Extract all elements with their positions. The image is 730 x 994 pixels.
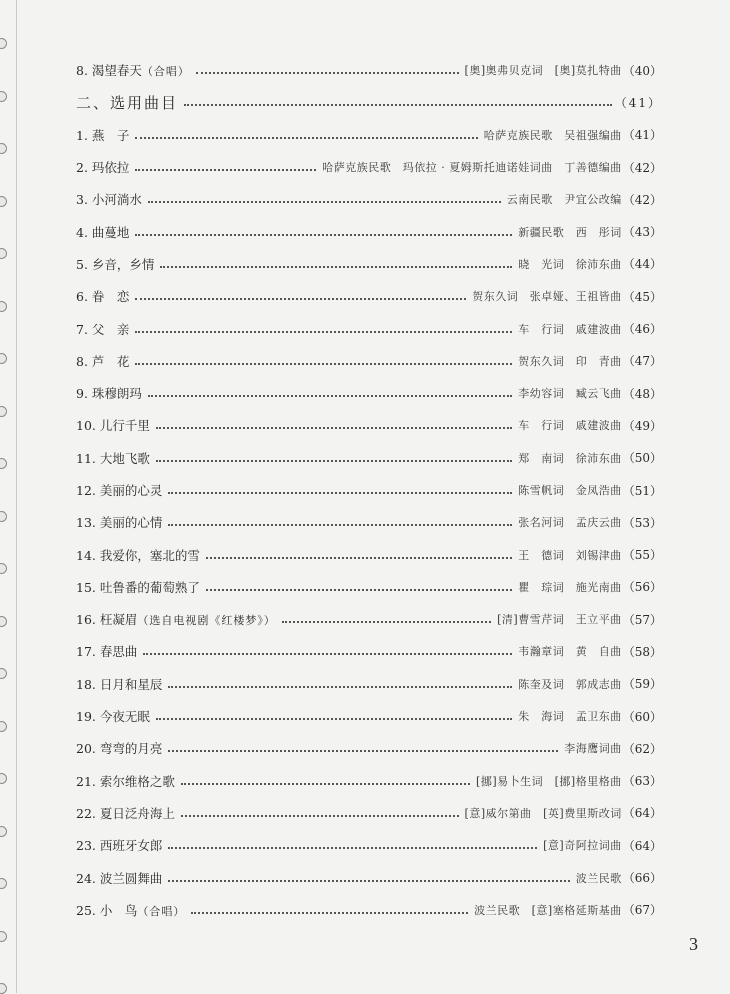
entry-page-number: （64）: [622, 838, 662, 853]
toc-entry: [76, 151, 662, 183]
dot-leader: [168, 686, 512, 688]
dot-leader: [168, 524, 512, 526]
entry-credit: 张名河词 孟庆云曲: [518, 516, 622, 530]
entry-title-text: 9. 珠穆朗玛: [76, 386, 142, 402]
entry-credit: 车 行词 戚建波曲: [518, 419, 622, 433]
entry-title: [76, 578, 204, 596]
toc-entry: [76, 668, 662, 700]
entry-page-number: （58）: [622, 644, 662, 659]
dot-leader: [156, 718, 512, 720]
page-binding-edge: [16, 0, 17, 993]
binding-hole: [0, 616, 7, 627]
entry-page-number: （49）: [622, 418, 662, 433]
entry-title: [76, 901, 189, 919]
dot-leader: [143, 653, 512, 655]
dot-leader: [168, 750, 558, 752]
entry-title: [76, 836, 166, 854]
binding-hole: [0, 353, 7, 364]
entry-title: [76, 320, 133, 338]
entry-title-text: 6. 眷 恋: [76, 289, 130, 305]
binding-hole: [0, 91, 7, 102]
binding-hole: [0, 196, 7, 207]
entry-credit: 陈奎及词 郭成志曲: [518, 677, 622, 691]
entry-page-number: （60）: [622, 709, 662, 724]
toc-entry: [76, 829, 662, 861]
toc-entry: [76, 765, 662, 797]
dot-leader: [196, 72, 459, 74]
entry-title-text: 12. 美丽的心灵: [76, 483, 163, 498]
entry-page-number: （51）: [622, 483, 662, 498]
binding-hole: [0, 721, 7, 732]
entry-title: [76, 610, 280, 628]
entry-title-note: （合唱）: [141, 65, 190, 79]
entry-page-number: （41）: [614, 95, 662, 110]
dot-leader: [148, 395, 512, 397]
entry-title: [76, 707, 154, 725]
entry-title-text: 20. 弯弯的月亮: [76, 741, 163, 757]
entry-title: [76, 92, 182, 113]
toc-entry: [76, 474, 662, 506]
entry-credit: 波兰民歌 [意]塞格延斯基曲: [474, 903, 622, 917]
entry-credit: [挪]易卜生词 [挪]格里格曲: [476, 774, 622, 788]
dot-leader: [206, 589, 512, 591]
entry-credit: 晓 光词 徐沛东曲: [518, 257, 622, 271]
entry-credit: 郑 南词 徐沛东曲: [518, 451, 622, 465]
binding-hole: [0, 248, 7, 259]
entry-title: [76, 190, 146, 208]
table-of-contents: [76, 54, 662, 926]
entry-title-text: 13. 美丽的心情: [76, 515, 163, 531]
entry-credit: 哈萨克族民歌 玛依拉 · 夏姆斯托迪诺娃词曲 丁善德编曲: [322, 161, 622, 175]
entry-title: [76, 481, 166, 499]
toc-entry: [76, 506, 662, 538]
entry-page-number: （55）: [622, 548, 662, 563]
dot-leader: [148, 201, 501, 203]
toc-entry: [76, 894, 662, 926]
entry-credit: [奥]奥弗贝克词 [奥]莫扎特曲: [464, 64, 622, 78]
toc-entry: [76, 442, 662, 474]
entry-title: [76, 675, 166, 693]
entry-page-number: （48）: [622, 386, 662, 401]
entry-page-number: （47）: [622, 354, 662, 369]
entry-page-number: （45）: [622, 289, 662, 304]
entry-page-number: （50）: [622, 451, 662, 466]
binding-hole: [0, 458, 7, 469]
entry-title-text: 15. 吐鲁番的葡萄熟了: [76, 579, 200, 595]
dot-leader: [135, 331, 512, 333]
entry-title-text: 10. 儿行千里: [76, 418, 150, 434]
toc-entry: [76, 248, 662, 280]
entry-page-number: （62）: [622, 741, 662, 756]
entry-page-number: （40）: [622, 63, 662, 78]
entry-credit: 李海鹰词曲: [564, 742, 622, 756]
dot-leader: [156, 427, 512, 429]
entry-title-text: 5. 乡音，乡情: [76, 256, 155, 272]
dot-leader: [135, 137, 477, 139]
entry-credit: [清]曹雪芹词 王立平曲: [497, 613, 622, 627]
entry-page-number: （63）: [622, 774, 662, 789]
binding-hole: [0, 983, 7, 994]
toc-entry: [76, 345, 662, 377]
entry-page-number: （42）: [622, 192, 662, 207]
entry-title: [76, 126, 133, 144]
toc-entry: [76, 635, 662, 667]
entry-title-text: 19. 今夜无眠: [76, 709, 150, 725]
binding-hole: [0, 143, 7, 154]
entry-title: [76, 772, 179, 790]
entry-title-text: 24. 波兰圆舞曲: [76, 870, 163, 886]
entry-credit: 陈雪帆词 金凤浩曲: [518, 484, 622, 497]
entry-title-note: （合唱）: [137, 904, 186, 918]
entry-title: [76, 61, 194, 79]
entry-title: [76, 513, 166, 531]
entry-credit: 王 德词 刘锡津曲: [518, 548, 622, 562]
entry-title: [76, 384, 146, 402]
toc-entry: [76, 732, 662, 764]
entry-page-number: （43）: [622, 225, 662, 240]
dot-leader: [206, 557, 512, 559]
toc-entry: [76, 797, 662, 829]
dot-leader: [135, 169, 316, 171]
entry-credit: 瞿 琮词 施光南曲: [518, 580, 622, 594]
dot-leader: [135, 363, 512, 365]
entry-title-text: 22. 夏日泛舟海上: [76, 805, 175, 821]
toc-entry: [76, 215, 662, 247]
toc-entry: [76, 312, 662, 344]
entry-title-text: 2. 玛依拉: [76, 160, 130, 176]
binding-hole: [0, 826, 7, 837]
entry-title-text: 3. 小河淌水: [76, 192, 142, 208]
binding-hole: [0, 511, 7, 522]
dot-leader: [168, 492, 512, 494]
entry-title-text: 16. 枉凝眉: [76, 612, 138, 628]
toc-entry: [76, 119, 662, 151]
entry-title: [76, 449, 154, 467]
entry-title-text: 18. 日月和星辰: [76, 676, 163, 692]
dot-leader: [181, 783, 470, 785]
entry-credit: 李幼容词 臧云飞曲: [518, 387, 622, 401]
entry-title-note: （选自电视剧《红楼梦》）: [137, 614, 276, 628]
entry-page-number: （44）: [622, 257, 662, 272]
entry-credit: 韦瀚章词 黄 自曲: [518, 645, 622, 659]
entry-title: [76, 642, 141, 660]
entry-credit: 贺东久词 印 青曲: [518, 354, 622, 368]
dot-leader: [168, 880, 569, 882]
toc-entry: [76, 183, 662, 215]
toc-section-heading: [76, 86, 662, 118]
entry-page-number: （57）: [622, 612, 662, 627]
toc-entry: [76, 571, 662, 603]
binding-hole: [0, 563, 7, 574]
entry-title: [76, 352, 133, 370]
entry-title-text: 14. 我爱你，塞北的雪: [76, 547, 200, 563]
entry-title: [76, 223, 133, 241]
entry-page-number: （41）: [622, 128, 662, 143]
entry-page-number: （42）: [622, 160, 662, 175]
entry-title-text: 11. 大地飞歌: [76, 450, 150, 466]
binding-hole: [0, 406, 7, 417]
entry-page-number: （67）: [622, 903, 662, 918]
toc-entry: [76, 861, 662, 893]
entry-credit: 波兰民歌: [575, 871, 622, 885]
entry-title: [76, 804, 179, 822]
entry-credit: 哈萨克族民歌 吴祖强编曲: [483, 128, 622, 142]
entry-credit: [意]威尔第曲 [英]费里斯改词: [464, 806, 622, 820]
dot-leader: [156, 460, 512, 462]
entry-title: [76, 546, 204, 564]
entry-title-text: 1. 燕 子: [76, 127, 130, 143]
dot-leader: [184, 104, 612, 106]
dot-leader: [135, 234, 512, 236]
entry-title-text: 17. 春思曲: [76, 644, 138, 660]
entry-page-number: （64）: [622, 806, 662, 821]
toc-entry: [76, 700, 662, 732]
entry-credit: 车 行词 戚建波曲: [518, 322, 622, 336]
entry-page-number: （59）: [622, 677, 662, 692]
binding-hole: [0, 931, 7, 942]
dot-leader: [282, 621, 491, 623]
dot-leader: [160, 266, 512, 268]
entry-title: [76, 255, 158, 273]
entry-title-text: 21. 索尔维格之歌: [76, 773, 175, 789]
dot-leader: [191, 912, 468, 914]
entry-page-number: （46）: [622, 322, 662, 337]
toc-entry: [76, 603, 662, 635]
entry-title: [76, 416, 154, 434]
entry-title: [76, 739, 166, 757]
entry-title: [76, 869, 166, 887]
entry-title: [76, 287, 133, 305]
toc-entry: [76, 409, 662, 441]
binding-hole: [0, 301, 7, 312]
dot-leader: [168, 847, 537, 849]
entry-credit: [意]奇阿拉词曲: [543, 839, 622, 853]
binding-hole: [0, 773, 7, 784]
binding-hole: [0, 668, 7, 679]
entry-title-text: 8. 芦 花: [76, 353, 130, 369]
entry-title-text: 二、选用曲目: [76, 93, 179, 112]
entry-credit: 云南民歌 尹宜公改编: [506, 193, 622, 207]
entry-title-text: 23. 西班牙女郎: [76, 838, 163, 854]
entry-credit: 朱 海词 孟卫东曲: [518, 710, 622, 724]
entry-page-number: （53）: [622, 515, 662, 530]
binding-hole: [0, 878, 7, 889]
entry-title-text: 7. 父 亲: [76, 321, 130, 337]
toc-entry: [76, 54, 662, 86]
entry-title-text: 4. 曲蔓地: [76, 224, 130, 240]
entry-page-number: （56）: [622, 580, 662, 595]
binding-hole: [0, 38, 7, 49]
toc-entry: [76, 377, 662, 409]
entry-credit: 新疆民歌 西 彤词: [518, 225, 622, 239]
entry-title: [76, 158, 133, 176]
toc-entry: [76, 280, 662, 312]
dot-leader: [135, 298, 466, 300]
dot-leader: [181, 815, 459, 817]
page-number: 3: [689, 934, 698, 954]
entry-title-text: 25. 小 鸟: [76, 902, 138, 918]
entry-title-text: 8. 渴望春天: [76, 63, 142, 79]
entry-page-number: （66）: [622, 871, 662, 886]
toc-entry: [76, 538, 662, 570]
entry-credit: 贺东久词 张卓娅、王祖皆曲: [472, 290, 622, 304]
